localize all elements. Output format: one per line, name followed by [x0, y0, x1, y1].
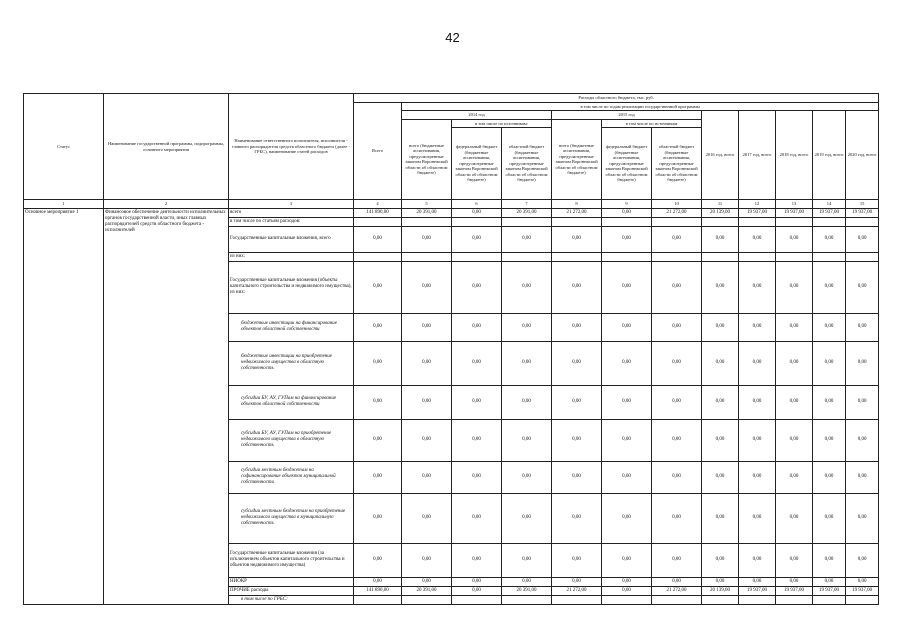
header-sources-2015: в том числе по источникам — [602, 119, 702, 128]
value-cell: 0,00 — [739, 577, 776, 586]
value-cell: 0,00 — [602, 543, 652, 577]
expense-item-label: в том числе по ГРБС: — [229, 595, 354, 604]
header-c10: областной бюджет (бюджетные ассигнования, предусмотренные законом Воронежской области об областном бюджете) — [652, 128, 702, 200]
value-cell: 0,00 — [354, 461, 402, 493]
value-cell: 21 272,00 — [652, 586, 702, 595]
column-number: 7 — [502, 200, 552, 209]
value-cell: 0,00 — [452, 208, 502, 217]
value-cell: 0,00 — [776, 461, 813, 493]
value-cell: 20 139,00 — [702, 208, 739, 217]
column-number: 2 — [104, 200, 229, 209]
column-number: 12 — [739, 200, 776, 209]
value-cell — [402, 252, 452, 261]
value-cell: 141 890,00 — [354, 208, 402, 217]
header-c6: федеральный бюджет (бюджетные ассигнования, предусмотренные законом Воронежской области об областном бюджете) — [452, 128, 502, 200]
value-cell — [602, 217, 652, 226]
value-cell: 19 937,00 — [776, 208, 813, 217]
column-number: 9 — [602, 200, 652, 209]
value-cell: 0,00 — [702, 577, 739, 586]
value-cell: 0,00 — [354, 226, 402, 252]
value-cell: 0,00 — [739, 261, 776, 313]
value-cell: 0,00 — [602, 341, 652, 385]
column-number: 10 — [652, 200, 702, 209]
value-cell: 0,00 — [602, 586, 652, 595]
value-cell: 0,00 — [702, 261, 739, 313]
column-number: 1 — [24, 200, 104, 209]
value-cell: 0,00 — [776, 543, 813, 577]
value-cell: 0,00 — [846, 261, 879, 313]
value-cell: 0,00 — [776, 226, 813, 252]
value-cell: 0,00 — [702, 385, 739, 419]
value-cell — [813, 595, 846, 604]
value-cell: 0,00 — [602, 208, 652, 217]
value-cell: 0,00 — [552, 313, 602, 341]
value-cell: 0,00 — [552, 261, 602, 313]
header-c14: 2019 год, всего — [813, 111, 846, 200]
value-cell: 0,00 — [552, 419, 602, 461]
value-cell: 0,00 — [652, 461, 702, 493]
value-cell: 0,00 — [452, 385, 502, 419]
value-cell: 0,00 — [652, 313, 702, 341]
value-cell: 0,00 — [502, 419, 552, 461]
value-cell: 0,00 — [702, 419, 739, 461]
expense-item-label: Государственные капитальные вложения, всего — [229, 226, 354, 252]
column-number-row — [24, 200, 879, 209]
value-cell: 0,00 — [702, 226, 739, 252]
value-cell: 0,00 — [552, 385, 602, 419]
value-cell — [502, 217, 552, 226]
value-cell: 0,00 — [402, 493, 452, 543]
column-number: 4 — [354, 200, 402, 209]
value-cell — [502, 252, 552, 261]
value-cell: 0,00 — [502, 226, 552, 252]
value-cell: 0,00 — [776, 261, 813, 313]
value-cell: 0,00 — [813, 261, 846, 313]
value-cell: 0,00 — [502, 341, 552, 385]
value-cell: 0,00 — [776, 577, 813, 586]
value-cell: 0,00 — [702, 543, 739, 577]
value-cell: 0,00 — [402, 543, 452, 577]
value-cell: 20 139,00 — [702, 586, 739, 595]
header-c9: федеральный бюджет (бюджетные ассигнования, предусмотренные законом Воронежской области об областном бюджете) — [602, 128, 652, 200]
value-cell — [502, 595, 552, 604]
value-cell: 0,00 — [502, 313, 552, 341]
value-cell: 0,00 — [813, 493, 846, 543]
value-cell: 19 937,00 — [813, 586, 846, 595]
value-cell — [813, 217, 846, 226]
expense-item-label: субсидии БУ, АУ, ГУПам на финансирование объектов областной собственности — [229, 385, 354, 419]
header-top: Расходы областного бюджета, тыс. руб. — [354, 94, 879, 103]
value-cell: 0,00 — [739, 341, 776, 385]
value-cell: 0,00 — [846, 226, 879, 252]
value-cell: 0,00 — [552, 226, 602, 252]
column-number: 5 — [402, 200, 452, 209]
value-cell: 0,00 — [739, 493, 776, 543]
value-cell: 19 937,00 — [739, 208, 776, 217]
value-cell — [552, 217, 602, 226]
expense-item-label: бюджетные инвестиции на приобретение недвижимого имущества в областную собственность — [229, 341, 354, 385]
header-2014: 2014 год — [402, 111, 552, 120]
value-cell: 21 272,00 — [552, 586, 602, 595]
value-cell: 0,00 — [846, 543, 879, 577]
value-cell: 0,00 — [452, 313, 502, 341]
value-cell: 0,00 — [452, 261, 502, 313]
header-recipient: Наименование ответственного исполнителя, исполнителя - главного распорядителя средств областного бюджета (далее - ГРБС), наименование статей расходов — [229, 94, 354, 200]
value-cell — [652, 217, 702, 226]
value-cell: 0,00 — [602, 461, 652, 493]
value-cell: 0,00 — [652, 385, 702, 419]
value-cell: 20 391,00 — [402, 586, 452, 595]
header-c12: 2017 год, всего — [739, 111, 776, 200]
value-cell: 0,00 — [652, 341, 702, 385]
value-cell: 0,00 — [452, 419, 502, 461]
column-number: 15 — [846, 200, 879, 209]
value-cell: 0,00 — [402, 419, 452, 461]
expense-item-label: субсидии местным бюджетам на софинансирование объектов муниципальной собственности — [229, 461, 354, 493]
value-cell: 0,00 — [552, 341, 602, 385]
value-cell: 0,00 — [846, 313, 879, 341]
value-cell: 0,00 — [402, 577, 452, 586]
value-cell: 20 391,00 — [502, 586, 552, 595]
column-number: 6 — [452, 200, 502, 209]
value-cell: 0,00 — [702, 341, 739, 385]
column-number: 8 — [552, 200, 602, 209]
value-cell: 0,00 — [402, 226, 452, 252]
value-cell — [776, 217, 813, 226]
value-cell: 0,00 — [602, 226, 652, 252]
value-cell: 0,00 — [402, 461, 452, 493]
value-cell: 0,00 — [502, 461, 552, 493]
value-cell: 0,00 — [452, 341, 502, 385]
value-cell: 0,00 — [846, 461, 879, 493]
value-cell — [702, 217, 739, 226]
value-cell — [652, 595, 702, 604]
value-cell: 0,00 — [739, 461, 776, 493]
value-cell: 0,00 — [846, 385, 879, 419]
value-cell: 0,00 — [846, 419, 879, 461]
value-cell: 0,00 — [602, 385, 652, 419]
value-cell: 0,00 — [739, 419, 776, 461]
value-cell: 0,00 — [402, 341, 452, 385]
header-status: Статус — [24, 94, 104, 200]
value-cell: 0,00 — [652, 493, 702, 543]
expense-item-label: субсидии местным бюджетам на приобретение недвижимого имущества в муниципальную собственность — [229, 493, 354, 543]
value-cell — [602, 252, 652, 261]
value-cell: 0,00 — [776, 493, 813, 543]
value-cell: 0,00 — [452, 493, 502, 543]
column-number: 13 — [776, 200, 813, 209]
header-2015: 2015 год — [552, 111, 702, 120]
value-cell: 0,00 — [652, 577, 702, 586]
value-cell: 0,00 — [702, 313, 739, 341]
budget-table-frame — [23, 93, 878, 603]
value-cell: 0,00 — [602, 261, 652, 313]
header-sources-2014: в том числе по источникам: — [452, 119, 552, 128]
value-cell: 0,00 — [354, 419, 402, 461]
value-cell — [702, 252, 739, 261]
header-c13: 2018 год, всего — [776, 111, 813, 200]
value-cell — [452, 595, 502, 604]
value-cell: 0,00 — [846, 341, 879, 385]
value-cell: 0,00 — [652, 226, 702, 252]
value-cell: 0,00 — [354, 341, 402, 385]
header-c5: всего (бюджетные ассигнования, предусмотренные законом Воронежской области об областном бюджете) — [402, 119, 452, 200]
table-row — [24, 208, 879, 217]
value-cell: 0,00 — [502, 385, 552, 419]
value-cell: 0,00 — [602, 419, 652, 461]
value-cell: 141 890,00 — [354, 586, 402, 595]
value-cell: 0,00 — [846, 577, 879, 586]
value-cell: 0,00 — [739, 226, 776, 252]
header-subtop: в том числе по годам реализации государственной программы — [402, 102, 879, 111]
value-cell: 0,00 — [402, 385, 452, 419]
value-cell: 0,00 — [452, 586, 502, 595]
value-cell: 19 937,00 — [846, 586, 879, 595]
value-cell: 19 937,00 — [776, 586, 813, 595]
value-cell: 0,00 — [702, 493, 739, 543]
value-cell — [739, 217, 776, 226]
value-cell — [739, 252, 776, 261]
value-cell: 0,00 — [813, 577, 846, 586]
value-cell: 0,00 — [813, 385, 846, 419]
value-cell: 0,00 — [602, 577, 652, 586]
value-cell: 0,00 — [776, 385, 813, 419]
header-c11: 2016 год, всего — [702, 111, 739, 200]
value-cell: 20 391,00 — [502, 208, 552, 217]
value-cell: 0,00 — [452, 543, 502, 577]
value-cell: 0,00 — [502, 261, 552, 313]
value-cell: 21 272,00 — [652, 208, 702, 217]
value-cell: 0,00 — [354, 261, 402, 313]
header-name: Наименование государственной программы, подпрограммы, основного мероприятия — [104, 94, 229, 200]
expense-item-label: ПРОЧИЕ расходы — [229, 586, 354, 595]
value-cell — [402, 217, 452, 226]
expense-item-label: Государственные капитальные вложения (объекты капитального строительства и недвижимого имущества), из них: — [229, 261, 354, 313]
value-cell: 0,00 — [813, 419, 846, 461]
value-cell: 0,00 — [739, 385, 776, 419]
value-cell: 0,00 — [602, 493, 652, 543]
value-cell — [846, 217, 879, 226]
value-cell: 0,00 — [739, 313, 776, 341]
value-cell: 0,00 — [813, 543, 846, 577]
value-cell: 0,00 — [354, 385, 402, 419]
value-cell: 0,00 — [452, 461, 502, 493]
value-cell: 0,00 — [502, 577, 552, 586]
expense-item-label: бюджетные инвестиции на финансирование объектов областной собственности — [229, 313, 354, 341]
expense-item-label: из них: — [229, 252, 354, 261]
value-cell: 0,00 — [552, 577, 602, 586]
value-cell: 0,00 — [354, 543, 402, 577]
value-cell: 0,00 — [813, 341, 846, 385]
value-cell — [846, 252, 879, 261]
value-cell: 0,00 — [502, 493, 552, 543]
value-cell — [452, 217, 502, 226]
expense-item-label: Государственные капитальные вложения (за исключением объектов капитального строительства и объектов недвижимого имущества) — [229, 543, 354, 577]
value-cell — [354, 217, 402, 226]
value-cell: 0,00 — [813, 461, 846, 493]
header-c7: областной бюджет (бюджетные ассигнования, предусмотренные законом Воронежской области об областном бюджете) — [502, 128, 552, 200]
header-total: Всего — [354, 102, 402, 200]
header-c8: всего (бюджетные ассигнования, предусмотренные законом Воронежской области об областном бюджете) — [552, 119, 602, 200]
value-cell: 0,00 — [813, 226, 846, 252]
value-cell: 0,00 — [776, 341, 813, 385]
value-cell — [552, 595, 602, 604]
value-cell: 0,00 — [846, 493, 879, 543]
value-cell — [776, 252, 813, 261]
value-cell: 0,00 — [452, 577, 502, 586]
value-cell: 0,00 — [354, 493, 402, 543]
value-cell: 0,00 — [552, 493, 602, 543]
column-number: 11 — [702, 200, 739, 209]
value-cell — [702, 595, 739, 604]
value-cell — [552, 252, 602, 261]
value-cell — [776, 595, 813, 604]
value-cell — [452, 252, 502, 261]
value-cell: 0,00 — [813, 313, 846, 341]
value-cell: 0,00 — [652, 419, 702, 461]
value-cell: 0,00 — [354, 577, 402, 586]
value-cell: 19 937,00 — [846, 208, 879, 217]
column-number: 3 — [229, 200, 354, 209]
value-cell — [354, 595, 402, 604]
column-number: 14 — [813, 200, 846, 209]
value-cell: 0,00 — [739, 543, 776, 577]
value-cell — [846, 595, 879, 604]
value-cell: 0,00 — [652, 543, 702, 577]
value-cell: 0,00 — [602, 313, 652, 341]
value-cell — [813, 252, 846, 261]
header-c15: 2020 год, всего — [846, 111, 879, 200]
value-cell — [602, 595, 652, 604]
status-cell: Основное мероприятие 1 — [24, 208, 104, 604]
value-cell: 19 937,00 — [813, 208, 846, 217]
value-cell — [652, 252, 702, 261]
value-cell: 0,00 — [702, 461, 739, 493]
value-cell: 0,00 — [652, 261, 702, 313]
expense-item-label: в том числе по статьям расходов: — [229, 217, 354, 226]
value-cell: 0,00 — [402, 313, 452, 341]
expense-item-label: субсидии БУ, АУ, ГУПам на приобретение недвижимого имущества в областную собственность — [229, 419, 354, 461]
value-cell — [354, 252, 402, 261]
value-cell: 0,00 — [354, 313, 402, 341]
value-cell: 0,00 — [552, 461, 602, 493]
budget-table — [23, 93, 879, 605]
value-cell — [402, 595, 452, 604]
expense-item-label: НИОКР — [229, 577, 354, 586]
page-number: 42 — [445, 30, 460, 45]
value-cell: 20 391,00 — [402, 208, 452, 217]
value-cell — [739, 595, 776, 604]
value-cell: 0,00 — [776, 419, 813, 461]
value-cell: 0,00 — [776, 313, 813, 341]
value-cell: 0,00 — [402, 261, 452, 313]
value-cell: 0,00 — [452, 226, 502, 252]
name-cell: Финансовое обеспечение деятельности исполнительных органов государственной власти, иных главных распорядителей средств областного бюджета - исполнителей — [104, 208, 229, 604]
value-cell: 0,00 — [552, 543, 602, 577]
value-cell: 21 272,00 — [552, 208, 602, 217]
value-cell: 0,00 — [502, 543, 552, 577]
expense-item-label: всего — [229, 208, 354, 217]
value-cell: 19 937,00 — [739, 586, 776, 595]
